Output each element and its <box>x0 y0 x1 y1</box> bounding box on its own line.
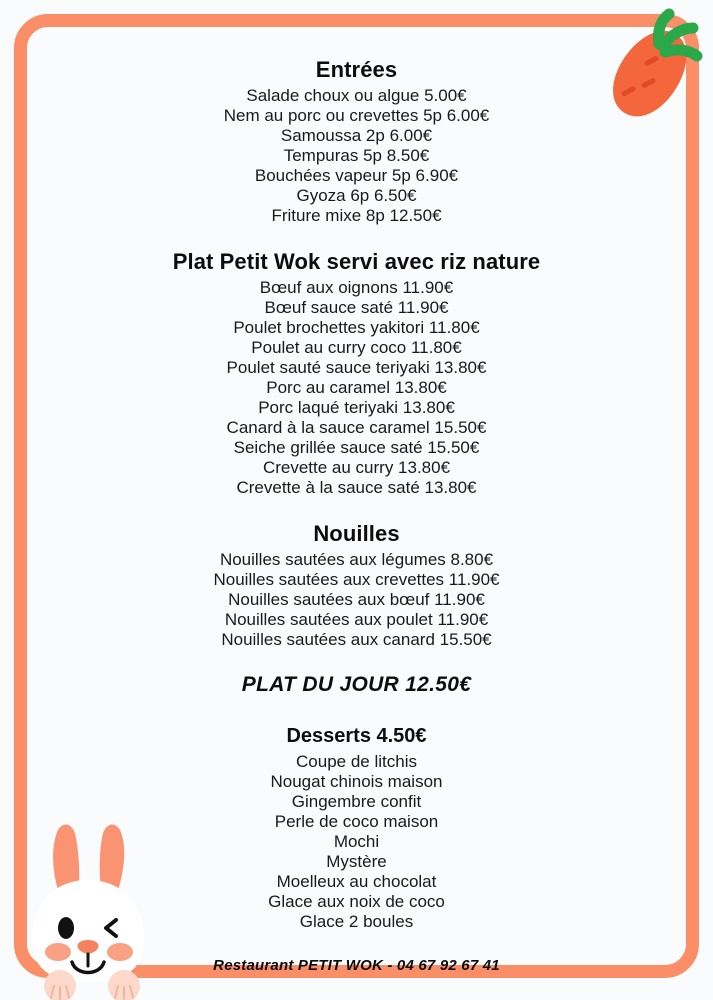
menu-item: Nouilles sautées aux poulet 11.90€ <box>224 610 489 629</box>
menu-item: Bœuf aux oignons 11.90€ <box>259 278 454 297</box>
menu-item: Coupe de litchis <box>296 752 417 771</box>
menu-item: Crevette au curry 13.80€ <box>262 458 451 477</box>
section-title: Plat Petit Wok servi avec riz nature <box>172 249 541 274</box>
menu-item: Nem au porc ou crevettes 5p 6.00€ <box>223 106 490 125</box>
menu-item: Gingembre confit <box>291 792 422 811</box>
section-title: Entrées <box>315 57 398 82</box>
menu-item: Crevette à la sauce saté 13.80€ <box>236 478 477 497</box>
section-desserts <box>44 724 669 932</box>
menu-item: Bœuf sauce saté 11.90€ <box>264 298 449 317</box>
menu-item: Nouilles sautées aux canard 15.50€ <box>221 630 492 649</box>
menu-item: Salade choux ou algue 5.00€ <box>246 86 467 105</box>
menu-item: Bouchées vapeur 5p 6.90€ <box>254 166 459 185</box>
menu-item-list <box>44 550 669 650</box>
menu-item: Mystère <box>326 852 387 871</box>
menu-item: Mochi <box>333 832 380 851</box>
menu-item: Samoussa 2p 6.00€ <box>280 126 433 145</box>
menu-item-list <box>44 752 669 932</box>
menu-item: Friture mixe 8p 12.50€ <box>271 206 442 225</box>
menu-item: Poulet sauté sauce teriyaki 13.80€ <box>226 358 487 377</box>
menu-item-list <box>44 278 669 498</box>
menu-item: Gyoza 6p 6.50€ <box>296 186 417 205</box>
restaurant-contact: Restaurant PETIT WOK - 04 67 92 67 41 <box>213 957 500 974</box>
menu-item: Canard à la sauce caramel 15.50€ <box>226 418 487 437</box>
menu-item: Poulet au curry coco 11.80€ <box>251 338 462 357</box>
menu-item: Nouilles sautées aux légumes 8.80€ <box>219 550 494 569</box>
section-entrees <box>44 56 669 226</box>
menu-item: Tempuras 5p 8.50€ <box>283 146 430 165</box>
menu-item: Nouilles sautées aux crevettes 11.90€ <box>213 570 500 589</box>
plat-du-jour: PLAT DU JOUR 12.50€ <box>241 673 472 696</box>
menu-item: Glace 2 boules <box>299 912 414 931</box>
menu-item: Porc laqué teriyaki 13.80€ <box>258 398 455 417</box>
menu-item: Nougat chinois maison <box>270 772 443 791</box>
menu-content <box>44 56 669 975</box>
menu-item: Seiche grillée sauce saté 15.50€ <box>233 438 480 457</box>
section-title: Desserts 4.50€ <box>286 725 427 747</box>
menu-item: Porc au caramel 13.80€ <box>266 378 447 397</box>
section-plat-petit-wok <box>44 248 669 498</box>
menu-item: Glace aux noix de coco <box>268 892 445 911</box>
menu-item: Nouilles sautées aux bœuf 11.90€ <box>228 590 485 609</box>
section-title: Nouilles <box>313 521 400 546</box>
menu-item: Perle de coco maison <box>274 812 439 831</box>
section-nouilles <box>44 520 669 650</box>
menu-item-list <box>44 86 669 226</box>
menu-item: Poulet brochettes yakitori 11.80€ <box>233 318 480 337</box>
menu-item: Moelleux au chocolat <box>276 872 437 891</box>
